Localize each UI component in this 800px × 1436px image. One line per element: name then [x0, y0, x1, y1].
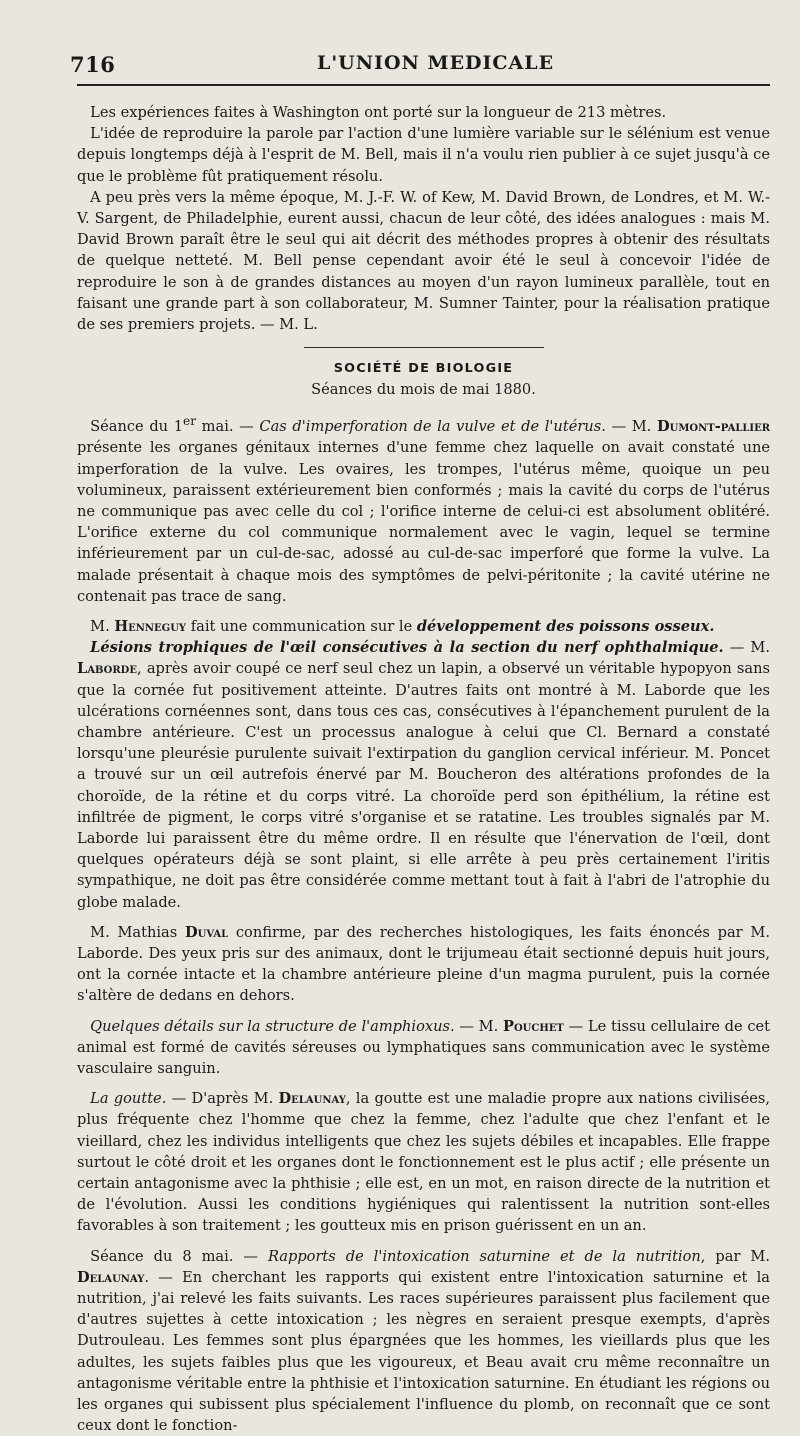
- section-title: SOCIÉTÉ DE BIOLOGIE: [333, 361, 514, 377]
- running-head: [70, 44, 770, 86]
- paragraph-brown-sargent: A peu près vers la même époque, M. J.-F. W. of Kew, M. David Brown, de Londres, et M. W.-V. Sargent, de Philadelphie, eurent aussi, chacun de leur côté, des idées analogues : mais M. David Brown paraît être le seul qui ait décrit des méthodes propres à obtenir des résultats de quelque netteté. M. Bell pense cependant avoir été le seul à concevoir l'idée de reproduire le son à de grandes distances au moyen d'un rayon lumineux parallèle, tout en faisant une grande part à son collaborateur, M. Sumner Tainter, pour la réalisation pratique de ses premiers projets. — M. L.: [77, 188, 770, 334]
- author-laborde: Laborde: [77, 660, 137, 678]
- topic-lesions-trophiques: Lésions trophiques de l'œil consécutives à la section du nerf ophthalmique.: [90, 639, 724, 657]
- text-intoxication: . — En cherchant les rapports qui existent entre l'intoxication saturnine et la nutrition, j'ai relevé les faits suivants. Les races supérieures paraissent plus facilement que d'autres sujettes à cette intoxication ; les nègres en seraient presque exempts, d'après Dutrouleau. Les femmes sont plus épargnées que les hommes, les vieillards plus que les adultes, les sujets faibles plus que les vigoureux, et Beau avait cru même reconnaître un antagonisme véritable entre la phthisie et l'intoxication saturnine. En étudiant les régions ou les organes qui subissent plus spécialement l'influence du plomb, on reconnaît que ce sont ceux dont le fonction-: [77, 1268, 770, 1435]
- journal-title: L'UNION MEDICALE: [317, 52, 555, 74]
- dash-separator: — M.: [454, 1017, 503, 1035]
- paragraph-amphioxus: [77, 1016, 770, 1080]
- author-henneguy: Henneguy: [114, 617, 187, 635]
- text-dapres: — D'après M.: [166, 1090, 279, 1108]
- author-delaunay: Delaunay: [77, 1268, 145, 1286]
- lead-article: [77, 102, 770, 335]
- topic-amphioxus: Quelques détails sur la structure de l'amphioxus.: [90, 1017, 455, 1035]
- paragraph-duval: [77, 922, 770, 1007]
- author-dumontpallier: Dumont-pallier: [656, 418, 771, 436]
- paragraph-seance-8-mai: [77, 1246, 770, 1436]
- seance-label: Séance du 8 mai. —: [90, 1247, 268, 1265]
- text-duval: confirme, par des recherches histologiques, les faits énoncés par M. Laborde. Des yeux pris sur des animaux, dont le trijumeau était sectionné depuis huit jours, ont la cornée intacte et la chambre antérieure pleine d'un magma purulent, puis la cornée s'altère de dedans en dehors.: [77, 923, 770, 1005]
- section-divider: [304, 347, 544, 348]
- text-communication: fait une communication sur le: [186, 617, 417, 635]
- author-duval: Duval: [184, 923, 229, 941]
- topic-imperforation: Cas d'imperforation de la vulve et de l'utérus.: [259, 418, 606, 436]
- paragraph-seance-1-mai: [77, 411, 770, 607]
- page-number: 716: [70, 52, 116, 77]
- text-par: , par M.: [700, 1247, 770, 1265]
- paragraph-washington: Les expériences faites à Washington ont porté sur la longueur de 213 mètres.: [90, 104, 667, 121]
- text-lesions: , après avoir coupé ce nerf seul chez un lapin, a observé un véritable hypopyon sans que la cornée fut positivement atteinte. D'autres faits ont montré à M. Laborde que les ulcérations cornéennes sont, dans tous ces cas, consécutives à l'épanchement purulent de la chambre antérieure. C'est un processus analogue à celui que Cl. Bernard a constaté lorsqu'une pleurésie purulente suivait l'extirpation du ganglion cervical inférieur. M. Poncet a trouvé sur un œil autrefois énervé par M. Boucheron des altérations profondes de la choroïde, de la rétine et du corps vitré. La choroïde perd son épithélium, la rétine est infiltrée de pigment, le corps vitré s'organise et se ratatine. Les troubles signalés par M. Laborde lui paraissent être du même ordre. Il en résulte que l'énervation de l'œil, dont quelques opérateurs déjà se sont plaint, si elle arrête à peu près certainement l'iritis sympathique, ne doit pas être considérée comme mettant tout à fait à l'abri de l'atrophie du globe malade.: [77, 660, 770, 911]
- article-body: [77, 102, 770, 1436]
- seance-label: Séance du 1: [90, 418, 183, 436]
- topic-poissons-osseux: développement des poissons osseux.: [416, 617, 715, 635]
- author-pouchet: Pouchet: [503, 1017, 564, 1035]
- topic-goutte: La goutte.: [90, 1090, 167, 1108]
- author-delaunay: Delaunay: [278, 1090, 346, 1108]
- paragraph-henneguy: [77, 616, 770, 637]
- ordinal-suffix: er: [183, 414, 197, 429]
- dash-separator: — M.: [605, 418, 657, 436]
- paragraph-bell-selenium: L'idée de reproduire la parole par l'action d'une lumière variable sur le sélénium est venue depuis longtemps déjà à l'esprit de M. Bell, mais il n'a voulu rien publier à ce sujet jusqu'à ce que le problème fût pratiquement résolu.: [77, 125, 770, 185]
- text-goutte: , la goutte est une maladie propre aux nations civilisées, plus fréquente chez l'homme que chez la femme, chez l'adulte que chez l'enfant et le vieillard, chez les individus intelligents que chez les sujets débiles et incapables. Elle frappe surtout le côté droit et les organes dont le fonctionnement est le plus actif ; elle présente un certain antagonisme avec la phthisie ; elle est, en un mot, en raison directe de la nutrition et de l'évolution. Aussi les conditions hygiéniques qui ralentissent la nutrition sont-elles favorables à son traitement ; les goutteux mis en prison guérissent en un an.: [77, 1090, 770, 1235]
- text-imperforation: présente les organes génitaux internes d'une femme chez laquelle on avait constaté une imperforation de la vulve. Les ovaires, les trompes, l'utérus même, quoique un peu volumineux, paraissent extérieurement bien conformés ; mais la cavité du corps de l'utérus ne communique pas avec celle du col ; l'orifice interne de celui-ci est absolument oblitéré. L'orifice externe du col communique normalement avec le vagin, lequel se termine inférieurement par un cul-de-sac, adossé au cul-de-sac imperforé que forme la vulve. La malade présentait à chaque mois des symptômes de pelvi-péritonite ; la cavité utérine ne contenait pas trace de sang.: [77, 439, 770, 605]
- dash-separator: — M.: [723, 639, 770, 657]
- monsieur-prefix: M.: [90, 617, 115, 635]
- text-mathias: M. Mathias: [90, 923, 185, 941]
- paragraph-lesions-trophiques: [77, 637, 770, 913]
- paragraph-goutte: [77, 1088, 770, 1236]
- topic-intoxication-saturnine: Rapports de l'intoxication saturnine et de la nutrition: [267, 1247, 701, 1265]
- section-subtitle: Séances du mois de mai 1880.: [311, 381, 536, 399]
- seance-date: mai. —: [196, 418, 260, 436]
- text-amphioxus: — Le tissu cellulaire de cet animal est formé de cavités séreuses ou lymphatiques sans communication avec le système vasculaire sanguin.: [77, 1017, 770, 1077]
